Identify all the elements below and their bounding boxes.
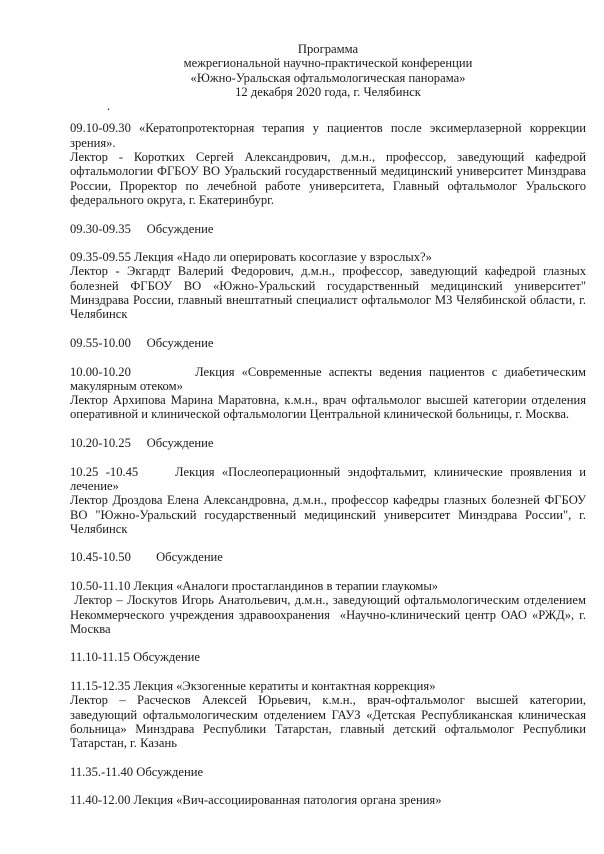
session-lecturer: Лектор - Коротких Сергей Александрович, д.м.н., профессор, заведующий кафедрой офтальмологии ФГБОУ ВО Уральский государственный медицинский университет Минздрава России, Проректор по лечебной работе университета, Главный офтальмолог Уральского федерального округа, г. Екатеринбург.: [70, 150, 586, 207]
session-lecturer: Лектор – Расческов Алексей Юрьевич, к.м.н., врач-офтальмолог высшей категории, заведующий офтальмологическим отделением ГАУЗ «Детская Республиканская клиническая больница» Минздрава Республики Татарстан, главный детский офтальмолог Республики Татарстан, г. Казань: [70, 693, 586, 751]
session-time: 11.15-12.35: [70, 679, 131, 694]
session-entry: [70, 679, 586, 750]
session-entry: [70, 121, 586, 207]
session-time: 11.40-12.00: [70, 793, 131, 808]
session-entry: [70, 465, 586, 536]
session-time: 09.30-09.35: [70, 221, 131, 236]
session-entry: [70, 579, 586, 636]
session-text: Обсуждение: [130, 550, 223, 565]
session-time: 11.35.-11.40: [70, 764, 134, 779]
session-time: 10.45-10.50: [70, 550, 131, 565]
session-title: [70, 465, 586, 494]
session-title: [70, 222, 586, 236]
discussion-entry: [70, 550, 586, 564]
session-text: Обсуждение: [129, 650, 200, 665]
session-entry: [70, 365, 586, 422]
discussion-entry: [70, 650, 586, 664]
session-lecturer: Лектор Архипова Марина Маратовна, к.м.н., врач офтальмолог высшей категории отделения оперативной и клинической офтальмологии Центральной клинической больницы, г. Москва.: [70, 393, 586, 422]
session-title: [70, 765, 586, 779]
discussion-entry: [70, 765, 586, 779]
session-text: Обсуждение: [130, 221, 214, 236]
session-text: «Кератопротекторная терапия у пациентов после эксимерлазерной коррекции зрения».: [70, 121, 586, 150]
session-lecturer: Лектор Дроздова Елена Александровна, д.м.н., профессор кафедры глазных болезней ФГБОУ ВО "Южно-Уральский государственный медицинский университет Минздрава России", г. Челябинск: [70, 493, 586, 536]
session-title: [70, 121, 586, 150]
stray-dot: .: [107, 99, 111, 114]
header-title: Программа: [297, 42, 359, 56]
session-title: [70, 250, 586, 264]
session-text: Лекция «Послеоперационный эндофтальмит, клинические проявления и лечение»: [70, 464, 586, 493]
session-title: [70, 550, 586, 564]
session-time: 10.50-11.10: [70, 578, 131, 593]
discussion-entry: [70, 222, 586, 236]
session-text: Лекция «Надо ли оперировать косоглазие у взрослых?»: [130, 250, 432, 265]
session-text: Обсуждение: [133, 764, 204, 779]
discussion-entry: [70, 436, 586, 450]
session-title: [70, 365, 586, 394]
session-title: [70, 336, 586, 350]
session-lecturer: Лектор - Экгардт Валерий Федорович, д.м.н., профессор, заведующий кафедрой глазных болезней ФГБОУ ВО «Южно-Уральский государственный медицинский университет" Минздрава России, главный внештатный специалист офтальмолог МЗ Челябинской области, г. Челябинск: [70, 264, 586, 322]
header-subtitle: межрегиональной научно-практической конференции: [183, 56, 473, 71]
session-time: 10.20-10.25: [70, 436, 131, 451]
document-header: [70, 42, 586, 99]
session-time: 10.25 -10.45: [70, 464, 139, 479]
session-title: [70, 793, 586, 807]
header-date-city: 12 декабря 2020 года, г. Челябинск: [235, 84, 421, 99]
session-text: Обсуждение: [130, 436, 214, 451]
session-time: 09.35-09.55: [70, 250, 131, 265]
session-entry: [70, 250, 586, 321]
session-text: Обсуждение: [130, 335, 214, 350]
session-text: Лекция «Вич-ассоциированная патология органа зрения»: [130, 793, 442, 808]
session-title: [70, 436, 586, 450]
session-title: [70, 679, 586, 693]
session-time: 11.10-11.15: [70, 650, 130, 665]
session-time: 10.00-10.20: [70, 364, 131, 379]
session-text: Лекция «Современные аспекты ведения пациентов с диабетическим макулярным отеком»: [70, 364, 586, 393]
session-text: Лекция «Аналоги простагландинов в терапии глаукомы»: [130, 578, 439, 593]
session-text: Лекция «Экзогенные кератиты и контактная коррекция»: [130, 679, 436, 694]
session-title: [70, 650, 586, 664]
session-time: 09.10-09.30: [70, 121, 131, 136]
session-title: [70, 579, 586, 593]
session-entry: [70, 793, 586, 807]
session-time: 09.55-10.00: [70, 335, 131, 350]
session-lecturer: Лектор – Лоскутов Игорь Анатольевич, д.м.н., заведующий офтальмологическим отделением Некоммерческого учреждения здравоохранения «Научно-клинический центр ОАО «РЖД», г. Москва: [70, 593, 586, 636]
discussion-entry: [70, 336, 586, 350]
header-conference-name: «Южно-Уральская офтальмологическая панорама»: [190, 70, 466, 85]
